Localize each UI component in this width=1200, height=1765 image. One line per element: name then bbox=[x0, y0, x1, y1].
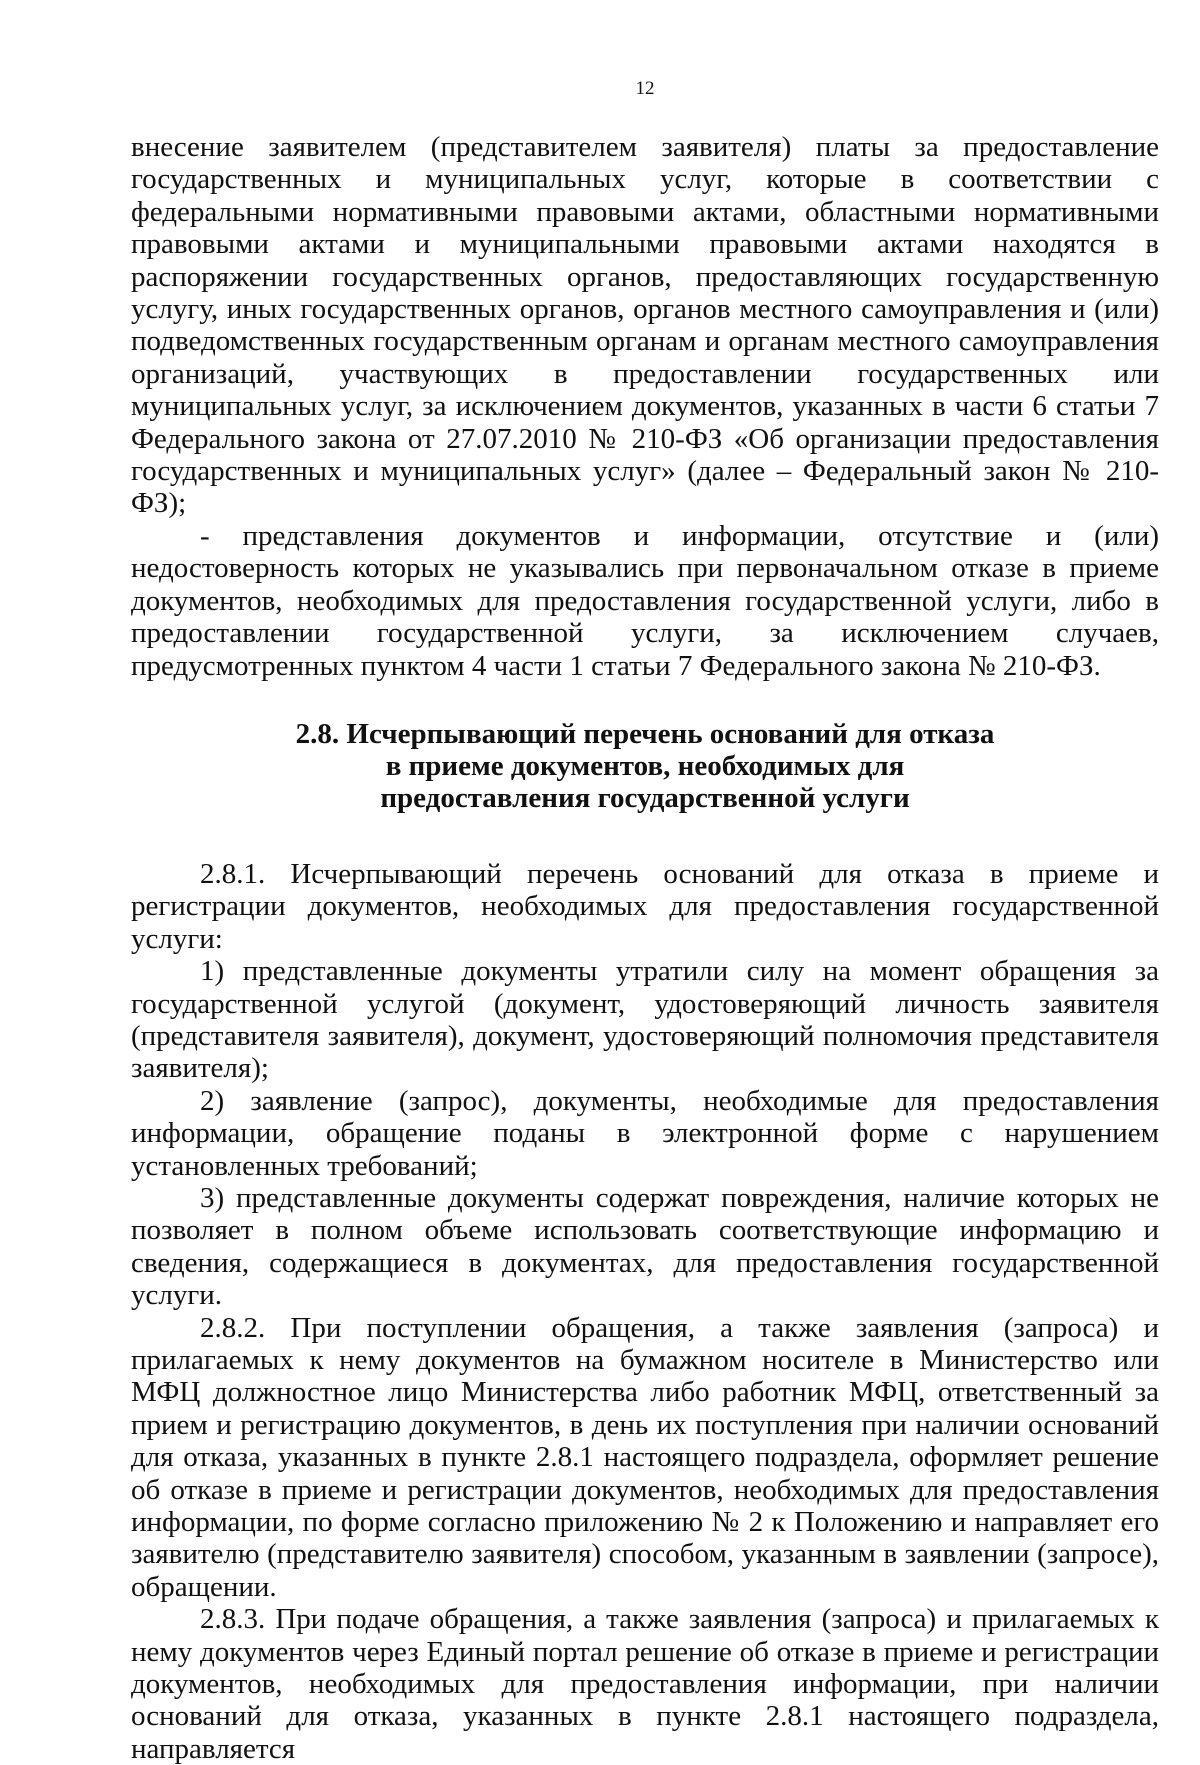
section-heading-line-1: 2.8. Исчерпывающий перечень оснований для отказа bbox=[295, 717, 995, 750]
paragraph-fee-exception: внесение заявителем (представителем заявителя) платы за предоставление государственных и муниципальных услуг, которые в соответствии с федеральными нормативными правовыми актами, областными нормативными правовыми актами и муниципальными правовыми актами находятся в распоряжении государственных органов, предоставляющих государственную услугу, иных государственных органов, органов местного самоуправления и (или) подведомственных государственным органам и органам местного самоуправления организаций, участвующих в предоставлении государственных или муниципальных услуг, за исключением документов, указанных в части 6 статьи 7 Федерального закона от 27.07.2010 № 210-ФЗ «Об организации предоставления государственных и муниципальных услуг» (далее – Федеральный закон № 210-ФЗ); bbox=[131, 131, 1159, 520]
section-heading-2-8 bbox=[131, 718, 1159, 814]
paragraph-2-8-1: 2.8.1. Исчерпывающий перечень оснований для отказа в приеме и регистрации документов, необходимых для предоставления государственной услуги: bbox=[131, 857, 1159, 955]
page-number: 12 bbox=[635, 78, 655, 99]
document-body bbox=[131, 131, 1159, 1765]
paragraph-2-8-2: 2.8.2. При поступлении обращения, а также заявления (запроса) и прилагаемых к нему документов на бумажном носителе в Министерство или МФЦ должностное лицо Министерства либо работник МФЦ, ответственный за прием и регистрацию документов, в день их поступления при наличии оснований для отказа, указанных в пункте 2.8.1 настоящего подраздела, оформляет решение об отказе в приеме и регистрации документов, необходимых для предоставления информации, по форме согласно приложению № 2 к Положению и направляет его заявителю (представителю заявителя) способом, указанным в заявлении (запросе), обращении. bbox=[131, 1311, 1159, 1603]
paragraph-2-8-3: 2.8.3. При подаче обращения, а также заявления (запроса) и прилагаемых к нему документов через Единый портал решение об отказе в приеме и регистрации документов, необходимых для предоставления информации, при наличии оснований для отказа, указанных в пункте 2.8.1 настоящего подраздела, направляется bbox=[131, 1603, 1159, 1765]
paragraph-documents-exception: - представления документов и информации, отсутствие и (или) недостоверность которых не указывались при первоначальном отказе в приеме документов, необходимых для предоставления государственной услуги, либо в предоставлении государственной услуги, за исключением случаев, предусмотренных пунктом 4 части 1 статьи 7 Федерального закона № 210-ФЗ. bbox=[131, 519, 1159, 682]
list-item-3: 3) представленные документы содержат повреждения, наличие которых не позволяет в полном объеме использовать соответствующие информацию и сведения, содержащиеся в документах, для предоставления государственной услуги. bbox=[131, 1181, 1159, 1312]
section-heading-line-2: в приеме документов, необходимых для bbox=[385, 749, 905, 782]
list-item-2: 2) заявление (запрос), документы, необходимые для предоставления информации, обращение поданы в электронной форме с нарушением установленных требований; bbox=[131, 1084, 1159, 1182]
section-heading-line-3: предоставления государственной услуги bbox=[380, 781, 910, 814]
list-item-1: 1) представленные документы утратили силу на момент обращения за государственной услугой (документ, удостоверяющий личность заявителя (представителя заявителя), документ, удостоверяющий полномочия представителя заявителя); bbox=[131, 955, 1159, 1085]
document-page bbox=[131, 0, 1159, 1765]
